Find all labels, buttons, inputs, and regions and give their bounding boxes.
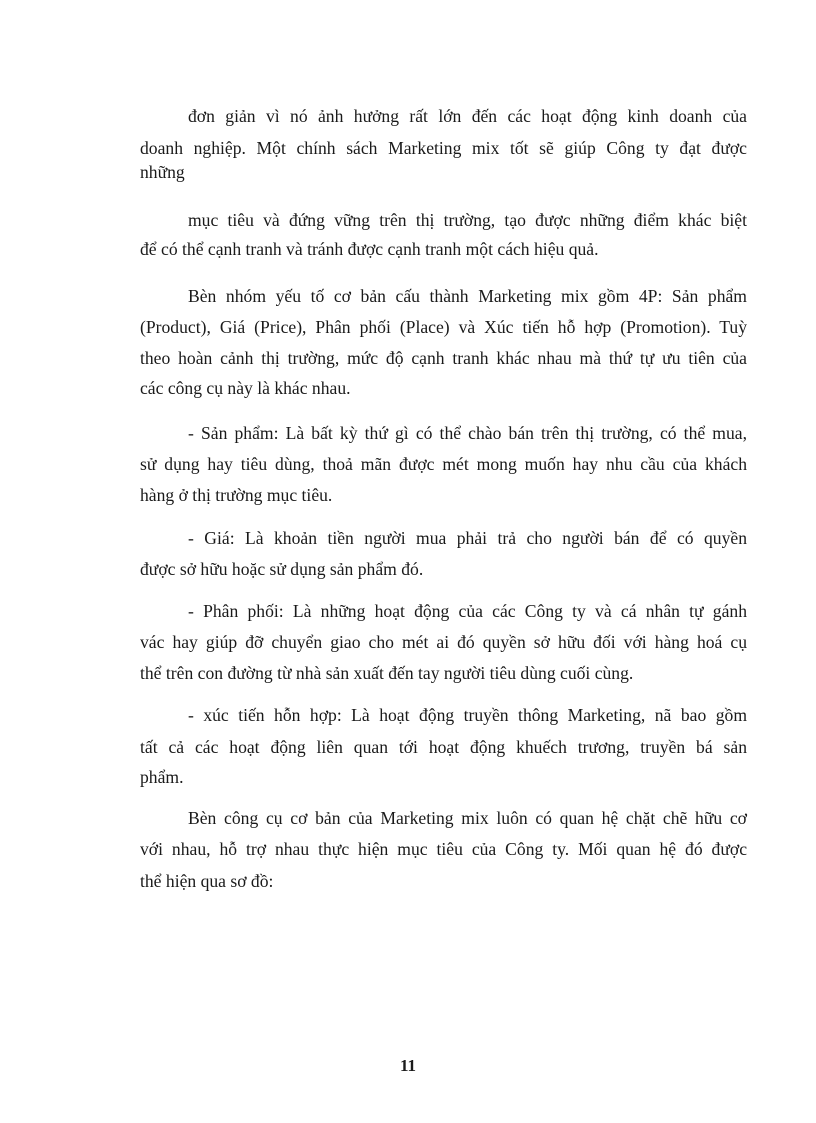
paragraph-line: - Sản phẩm: Là bất kỳ thứ gì có thể chào bán trên thị trường, có thể mua, [188,423,747,443]
paragraph-line: những [140,162,185,182]
paragraph-line: hàng ở thị trường mục tiêu. [140,485,333,505]
paragraph-line: sử dụng hay tiêu dùng, thoả mãn được mét mong muốn hay nhu cầu của khách [140,454,747,474]
paragraph-line: tất cả các hoạt động liên quan tới hoạt động khuếch trương, truyền bá sản [140,737,747,757]
paragraph-line: các công cụ này là khác nhau. [140,378,351,398]
paragraph-line: - Phân phối: Là những hoạt động của các Công ty và cá nhân tự gánh [188,601,747,621]
paragraph-line: Bèn nhóm yếu tố cơ bản cấu thành Marketing mix gồm 4P: Sản phẩm [188,286,747,306]
paragraph-line: doanh nghiệp. Một chính sách Marketing mix tốt sẽ giúp Công ty đạt được [140,138,747,158]
paragraph-line: vác hay giúp đỡ chuyển giao cho mét ai đó quyền sở hữu đối với hàng hoá cụ [140,632,747,652]
paragraph-line: đơn giản vì nó ảnh hưởng rất lớn đến các hoạt động kinh doanh của [188,106,747,126]
paragraph-line: với nhau, hỗ trợ nhau thực hiện mục tiêu của Công ty. Mối quan hệ đó được [140,839,747,859]
paragraph-line: Bèn công cụ cơ bản của Marketing mix luôn có quan hệ chặt chẽ hữu cơ [188,808,747,828]
page-number: 11 [399,1056,417,1075]
paragraph-line: (Product), Giá (Price), Phân phối (Place) và Xúc tiến hỗ hợp (Promotion). Tuỳ [140,317,747,337]
paragraph-line: - Giá: Là khoản tiền người mua phải trả cho người bán để có quyền [188,528,747,548]
paragraph-line: thể hiện qua sơ đồ: [140,871,274,891]
paragraph-line: phẩm. [140,767,184,787]
paragraph-line: để có thể cạnh tranh và tránh được cạnh tranh một cách hiệu quả. [140,239,599,259]
paragraph-line: theo hoàn cảnh thị trường, mức độ cạnh tranh khác nhau mà thứ tự ưu tiên của [140,348,747,368]
paragraph-line: - xúc tiến hỗn hợp: Là hoạt động truyền thông Marketing, nã bao gồm [188,705,747,725]
paragraph-line: mục tiêu và đứng vững trên thị trường, tạo được những điểm khác biệt [188,210,747,230]
paragraph-line: được sở hữu hoặc sử dụng sản phẩm đó. [140,559,424,579]
paragraph-line: thể trên con đường từ nhà sản xuất đến tay người tiêu dùng cuối cùng. [140,663,634,683]
